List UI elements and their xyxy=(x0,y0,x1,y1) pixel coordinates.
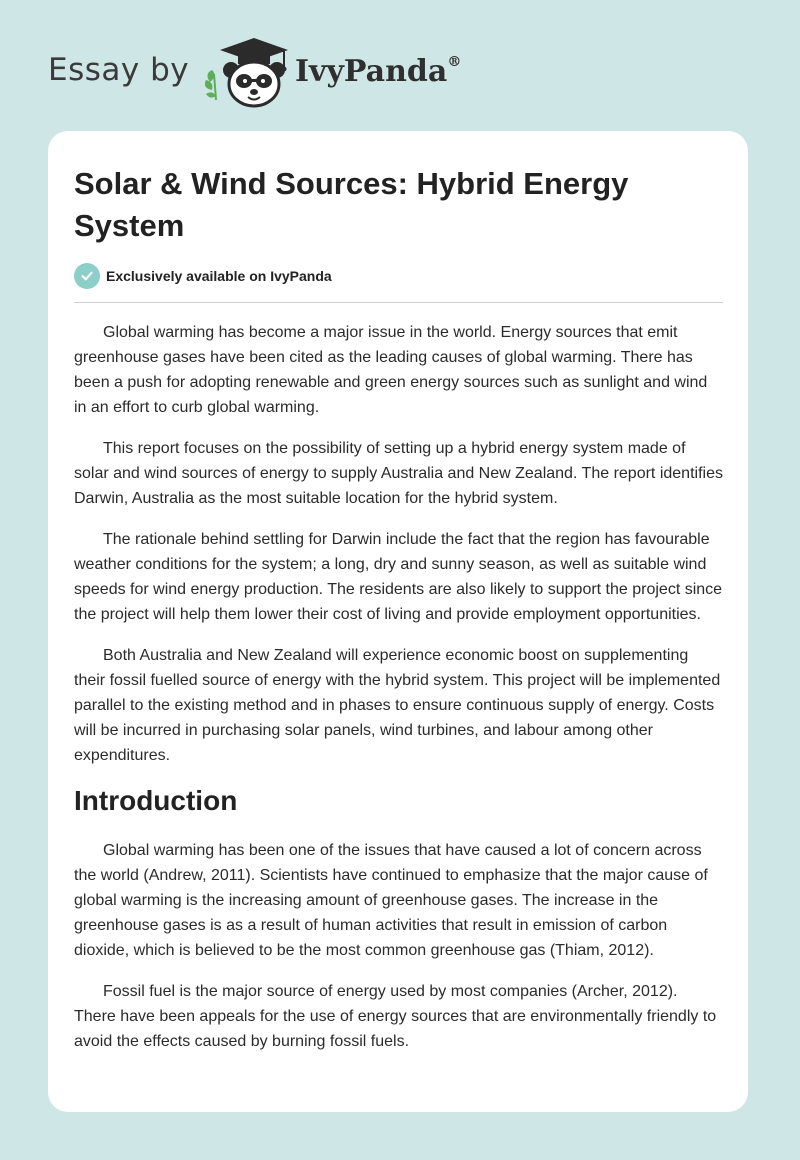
section-heading-introduction: Introduction xyxy=(74,785,238,816)
paragraph: Global warming has become a major issue in the world. Energy sources that emit greenhouse gases have been cited as the leading causes of global warming. There has been a push for adopting renewable and green energy sources such as sunlight and wind in an effort to curb global warming. xyxy=(74,324,708,416)
registered-mark: ® xyxy=(447,54,462,70)
checkmark-icon xyxy=(74,263,100,289)
paragraph: Both Australia and New Zealand will experience economic boost on supplementing their fossil fuelled source of energy with the hybrid system. This project will be implemented parallel to the existing method and in phases to ensure continuous supply of energy. Costs will be incurred in purchasing solar panels, wind turbines, and labour among other expenditures. xyxy=(74,647,721,764)
site-header xyxy=(48,34,528,110)
divider xyxy=(74,302,723,303)
paragraph: Fossil fuel is the major source of energy used by most companies (Archer, 2012). There have been appeals for the use of energy sources that are environmentally friendly to avoid the effects caused by burning fossil fuels. xyxy=(74,983,717,1050)
brand-name[interactable]: IvyPanda® xyxy=(295,54,462,89)
paragraph: The rationale behind settling for Darwin include the fact that the region has favourable weather conditions for the system; a long, dry and sunny season, as well as suitable wind speeds for wind energy production. The residents are also likely to support the project since the project will help them lower their cost of living and provide employment opportunities. xyxy=(74,531,723,623)
paragraph: This report focuses on the possibility of setting up a hybrid energy system made of solar and wind sources of energy to supply Australia and New Zealand. The report identifies Darwin, Australia as the most suitable location for the hybrid system. xyxy=(74,440,723,507)
essay-card xyxy=(48,131,748,1112)
exclusive-label: Exclusively available on IvyPanda xyxy=(106,268,332,284)
page-title: Solar & Wind Sources: Hybrid Energy System xyxy=(74,166,629,243)
essay-body xyxy=(74,320,723,1070)
panda-logo-icon[interactable] xyxy=(200,34,300,110)
paragraph: Global warming has been one of the issues that have caused a lot of concern across the world (Andrew, 2011). Scientists have continued to emphasize that the major cause of global warming is the increasing amount of greenhouse gases. The increase in the greenhouse gases is as a result of human activities that result in emission of carbon dioxide, which is believed to be the most common greenhouse gas (Thiam, 2012). xyxy=(74,842,708,959)
exclusive-badge xyxy=(74,263,332,289)
essay-by-label: Essay by xyxy=(48,52,190,88)
